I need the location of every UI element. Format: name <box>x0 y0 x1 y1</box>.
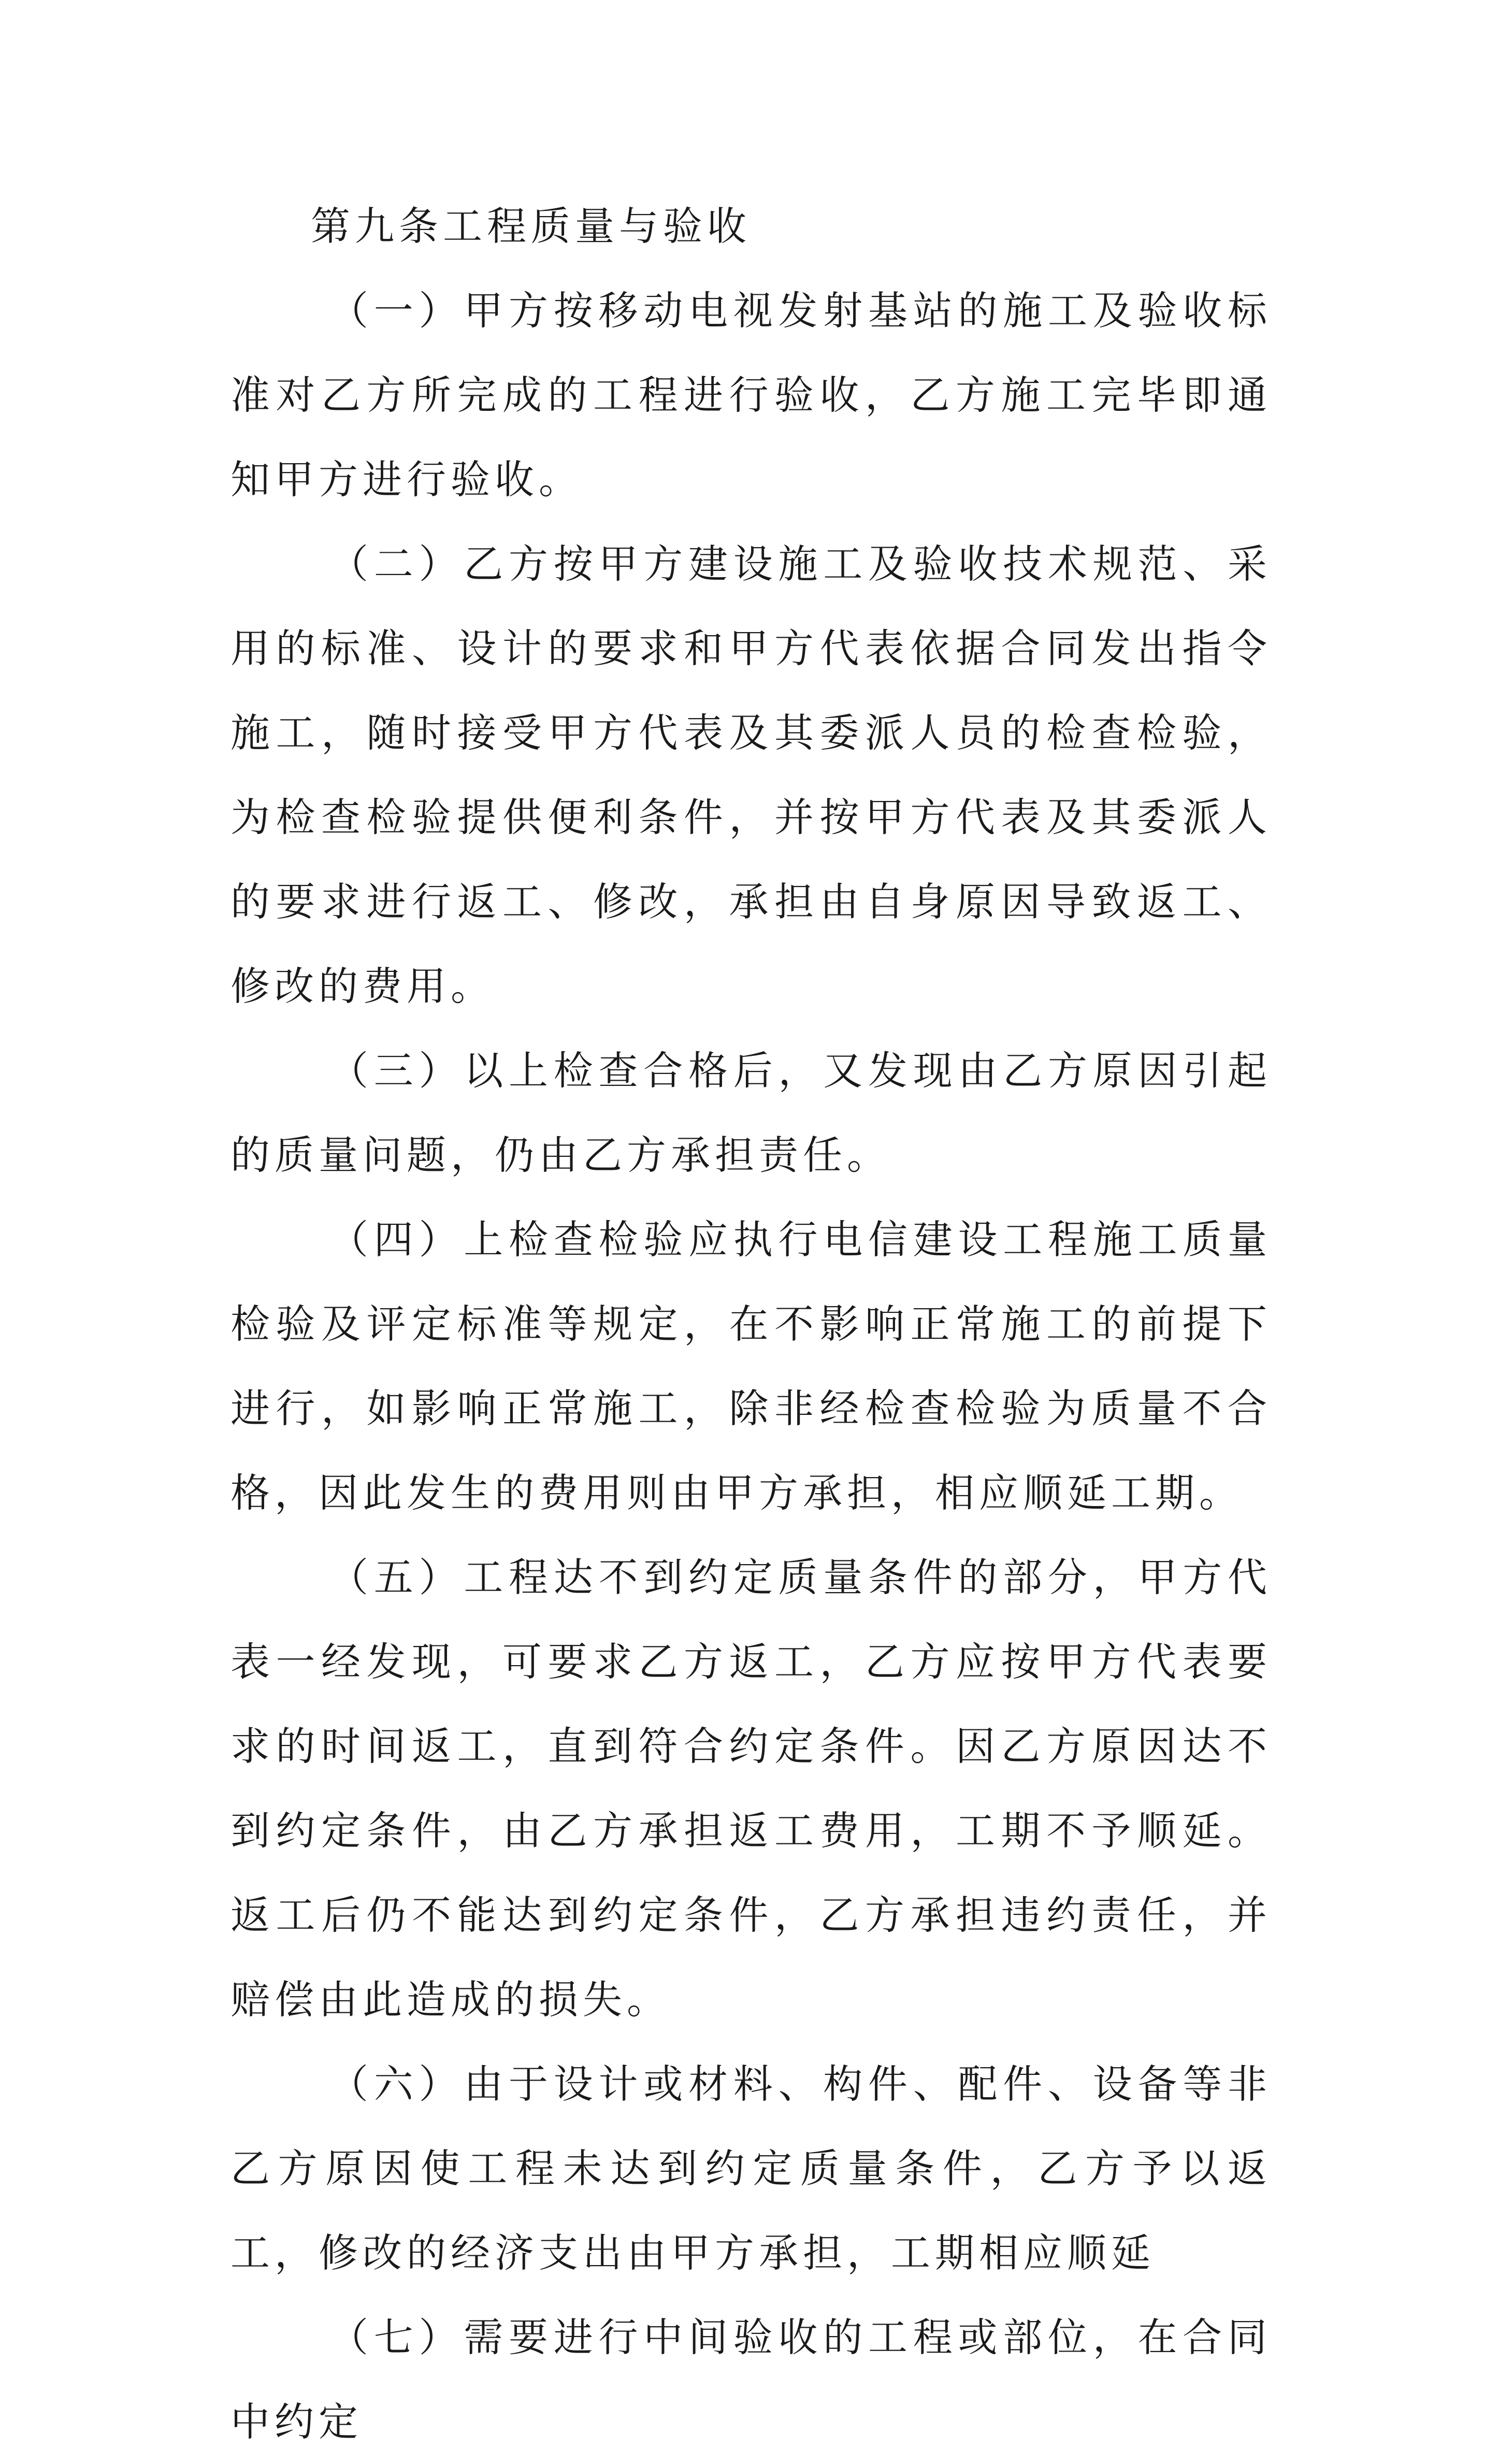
paragraph-4: （四）上检查检验应执行电信建设工程施工质量检验及评定标准等规定，在不影响正常施工的前提下进行，如影响正常施工，除非经检查检验为质量不合格，因此发生的费用则由甲方承担，相应顺延工期。 <box>230 1216 1272 1516</box>
section-heading: 第九条工程质量与验收 <box>311 203 751 249</box>
paragraph-7: （七）需要进行中间验收的工程或部位，在合同中约定 <box>230 2314 1272 2445</box>
paragraph-3: （三）以上检查合格后，又发现由乙方原因引起的质量问题，仍由乙方承担责任。 <box>230 1048 1272 1178</box>
paragraph-5: （五）工程达不到约定质量条件的部分，甲方代表一经发现，可要求乙方返工，乙方应按甲方代表要求的时间返工，直到符合约定条件。因乙方原因达不到约定条件，由乙方承担返工费用，工期不予顺延。返工后仍不能达到约定条件，乙方承担违约责任，并赔偿由此造成的损失。 <box>230 1554 1272 2023</box>
paragraph-2: （二）乙方按甲方建设施工及验收技术规范、采用的标准、设计的要求和甲方代表依据合同发出指令施工，随时接受甲方代表及其委派人员的检查检验，为检查检验提供便利条件，并按甲方代表及其委派人的要求进行返工、修改，承担由自身原因导致返工、修改的费用。 <box>230 541 1272 1009</box>
paragraph-6: （六）由于设计或材料、构件、配件、设备等非乙方原因使工程未达到约定质量条件，乙方予以返工，修改的经济支出由甲方承担，工期相应顺延 <box>230 2061 1272 2276</box>
paragraph-1: （一）甲方按移动电视发射基站的施工及验收标准对乙方所完成的工程进行验收，乙方施工完毕即通知甲方进行验收。 <box>230 288 1272 503</box>
document-body <box>230 184 1272 2464</box>
